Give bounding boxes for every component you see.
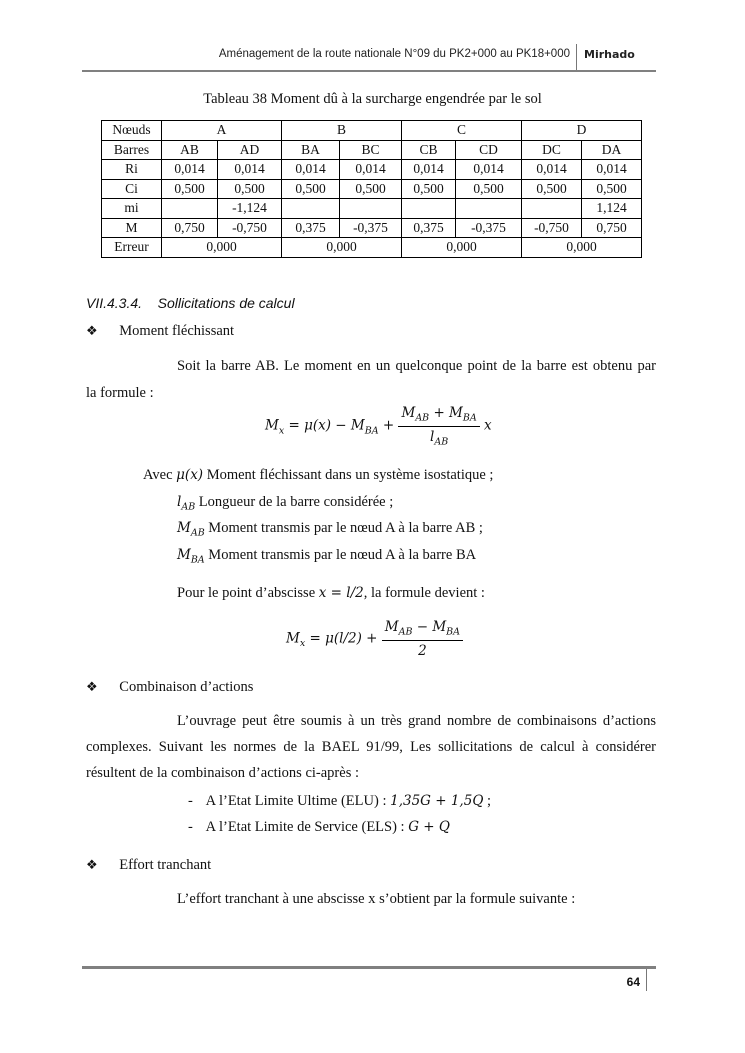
table-cell: 0,375 xyxy=(402,218,456,238)
table-row-barres xyxy=(102,140,642,160)
formula-moment: $M_x = \mu(x) - M_{BA}$ + $\frac{M_{AB} + M_{BA}}{l_{AB}}$ x xyxy=(265,405,492,448)
def-l: $l_{AB}$ Longueur de la barre considérée ; xyxy=(177,494,394,513)
table-header-cell: BA xyxy=(282,140,340,160)
def-mab-text: Moment transmis par le nœud A à la barre AB ; xyxy=(208,520,483,536)
table-row-ci xyxy=(102,179,642,199)
table-cell: 0,500 xyxy=(340,179,402,199)
elu-label: A l’Etat Limite Ultime (ELU) : xyxy=(205,793,387,809)
diamond-bullet-icon: ❖ xyxy=(86,680,98,695)
table-header-cell: DA xyxy=(582,140,642,160)
table-header-cell: DC xyxy=(522,140,582,160)
table-header-cell: C xyxy=(402,121,522,141)
formula-fraction-half: $\frac{M_{AB} - M_{BA}}{2}$ xyxy=(382,619,463,659)
table-row-label: Erreur xyxy=(102,238,162,258)
table-header-cell: Nœuds xyxy=(102,121,162,141)
header-author: Mirhado xyxy=(584,48,635,61)
def-l-text: Longueur de la barre considérée ; xyxy=(198,494,394,510)
table-cell: 0,750 xyxy=(162,218,218,238)
footer-rule xyxy=(82,966,656,969)
table-cell: 0,500 xyxy=(282,179,340,199)
table-header-cell: A xyxy=(162,121,282,141)
moment-intro-line2: la formule : xyxy=(86,385,154,401)
table-cell: 0,500 xyxy=(582,179,642,199)
table-row-mi xyxy=(102,199,642,219)
footer-divider xyxy=(646,969,647,991)
combo-elu: - A l’Etat Limite Ultime (ELU) : 1,35G + 1,5Q ; xyxy=(188,793,492,809)
table-cell: 0,014 xyxy=(340,160,402,180)
bullet-combinaison-label: Combinaison d’actions xyxy=(119,679,254,695)
table-cell: -0,750 xyxy=(218,218,282,238)
bullet-combinaison xyxy=(86,678,253,697)
formula-fraction: $\frac{M_{AB} + M_{BA}}{l_{AB}}$ xyxy=(398,405,479,447)
point-suffix: , la formule devient : xyxy=(363,585,485,601)
table-cell: 0,000 xyxy=(162,238,282,258)
table-cell: 0,750 xyxy=(582,218,642,238)
table-cell: 0,500 xyxy=(402,179,456,199)
diamond-bullet-icon: ❖ xyxy=(86,858,98,873)
table-header-cell: AD xyxy=(218,140,282,160)
table-cell: 0,014 xyxy=(456,160,522,180)
bullet-effort-label: Effort tranchant xyxy=(119,857,212,873)
table-header-cell: BC xyxy=(340,140,402,160)
table-row-label: M xyxy=(102,218,162,238)
section-title: Sollicitations de calcul xyxy=(157,295,295,311)
table-cell: 0,000 xyxy=(282,238,402,258)
def-mba: $M_{BA}$ Moment transmis par le nœud A à la barre BA xyxy=(177,547,477,566)
table-header-cell: CB xyxy=(402,140,456,160)
bullet-moment-label: Moment fléchissant xyxy=(119,323,235,339)
table-cell: 0,014 xyxy=(582,160,642,180)
table-cell: -0,375 xyxy=(340,218,402,238)
section-number: VII.4.3.4. xyxy=(86,295,143,311)
header-rule xyxy=(82,70,656,72)
section-heading xyxy=(86,294,295,312)
point-sentence: Pour le point d’abscisse x = l/2, la formule devient : xyxy=(177,585,485,601)
table-cell: 0,500 xyxy=(456,179,522,199)
table-row-label: Ri xyxy=(102,160,162,180)
table-cell: 0,500 xyxy=(162,179,218,199)
moment-table xyxy=(101,120,642,258)
page-number: 64 xyxy=(626,975,640,989)
table-row-m xyxy=(102,218,642,238)
table-cell: 0,014 xyxy=(162,160,218,180)
table-cell xyxy=(282,199,340,219)
def-mu: Avec μ(x) Moment fléchissant dans un système isostatique ; xyxy=(143,467,494,483)
table-row-noeuds xyxy=(102,121,642,141)
table-cell: -0,750 xyxy=(522,218,582,238)
table-cell: 0,000 xyxy=(522,238,642,258)
moment-intro-line1: Soit la barre AB. Le moment en un quelconque point de la barre est obtenu par xyxy=(177,358,656,374)
table-row-label: mi xyxy=(102,199,162,219)
header-title: Aménagement de la route nationale N°09 du PK2+000 au PK18+000 xyxy=(218,48,570,60)
def-mba-text: Moment transmis par le nœud A à la barre BA xyxy=(208,547,477,563)
table-row-ri xyxy=(102,160,642,180)
header-divider xyxy=(576,44,577,70)
table-cell: -0,375 xyxy=(456,218,522,238)
table-cell: 1,124 xyxy=(582,199,642,219)
diamond-bullet-icon: ❖ xyxy=(86,324,98,339)
table-cell: 0,500 xyxy=(522,179,582,199)
table-cell: 0,014 xyxy=(522,160,582,180)
table-cell: -1,124 xyxy=(218,199,282,219)
combo-els: - A l’Etat Limite de Service (ELS) : G + Q xyxy=(188,819,450,835)
table-row-erreur xyxy=(102,238,642,258)
els-label: A l’Etat Limite de Service (ELS) : xyxy=(205,819,405,835)
table-header-cell: CD xyxy=(456,140,522,160)
table-caption: Tableau 38 Moment dû à la surcharge engendrée par le sol xyxy=(203,91,542,107)
table-cell xyxy=(456,199,522,219)
table-cell xyxy=(340,199,402,219)
def-mu-text: Moment fléchissant dans un système isostatique ; xyxy=(206,467,494,483)
point-prefix: Pour le point d’abscisse xyxy=(177,585,316,601)
combinaison-line3: résultent de la combinaison d’actions ci-après : xyxy=(86,765,359,781)
def-mab: $M_{AB}$ Moment transmis par le nœud A à la barre AB ; xyxy=(177,520,483,539)
table-header-cell: AB xyxy=(162,140,218,160)
table-cell: 0,014 xyxy=(402,160,456,180)
table-cell: 0,500 xyxy=(218,179,282,199)
table-cell: 0,375 xyxy=(282,218,340,238)
formula-moment-half: $M_x = \mu(l/2)$ + $\frac{M_{AB} - M_{BA}}{2}$ xyxy=(286,619,463,659)
table-cell: 0,014 xyxy=(282,160,340,180)
table-header-cell: B xyxy=(282,121,402,141)
table-cell xyxy=(402,199,456,219)
table-cell xyxy=(162,199,218,219)
table-cell: 0,000 xyxy=(402,238,522,258)
bullet-moment xyxy=(86,322,234,341)
table-cell: 0,014 xyxy=(218,160,282,180)
table-header-cell: D xyxy=(522,121,642,141)
combinaison-line1: L’ouvrage peut être soumis à un très grand nombre de combinaisons d’actions xyxy=(177,713,656,729)
combinaison-line2: complexes. Suivant les normes de la BAEL 91/99, Les sollicitations de calcul à considérer xyxy=(86,739,656,755)
table-row-label: Ci xyxy=(102,179,162,199)
table-header-cell: Barres xyxy=(102,140,162,160)
avec-label: Avec xyxy=(143,467,173,483)
effort-line1: L’effort tranchant à une abscisse x s’obtient par la formule suivante : xyxy=(177,891,576,907)
bullet-effort xyxy=(86,856,211,875)
table-cell xyxy=(522,199,582,219)
